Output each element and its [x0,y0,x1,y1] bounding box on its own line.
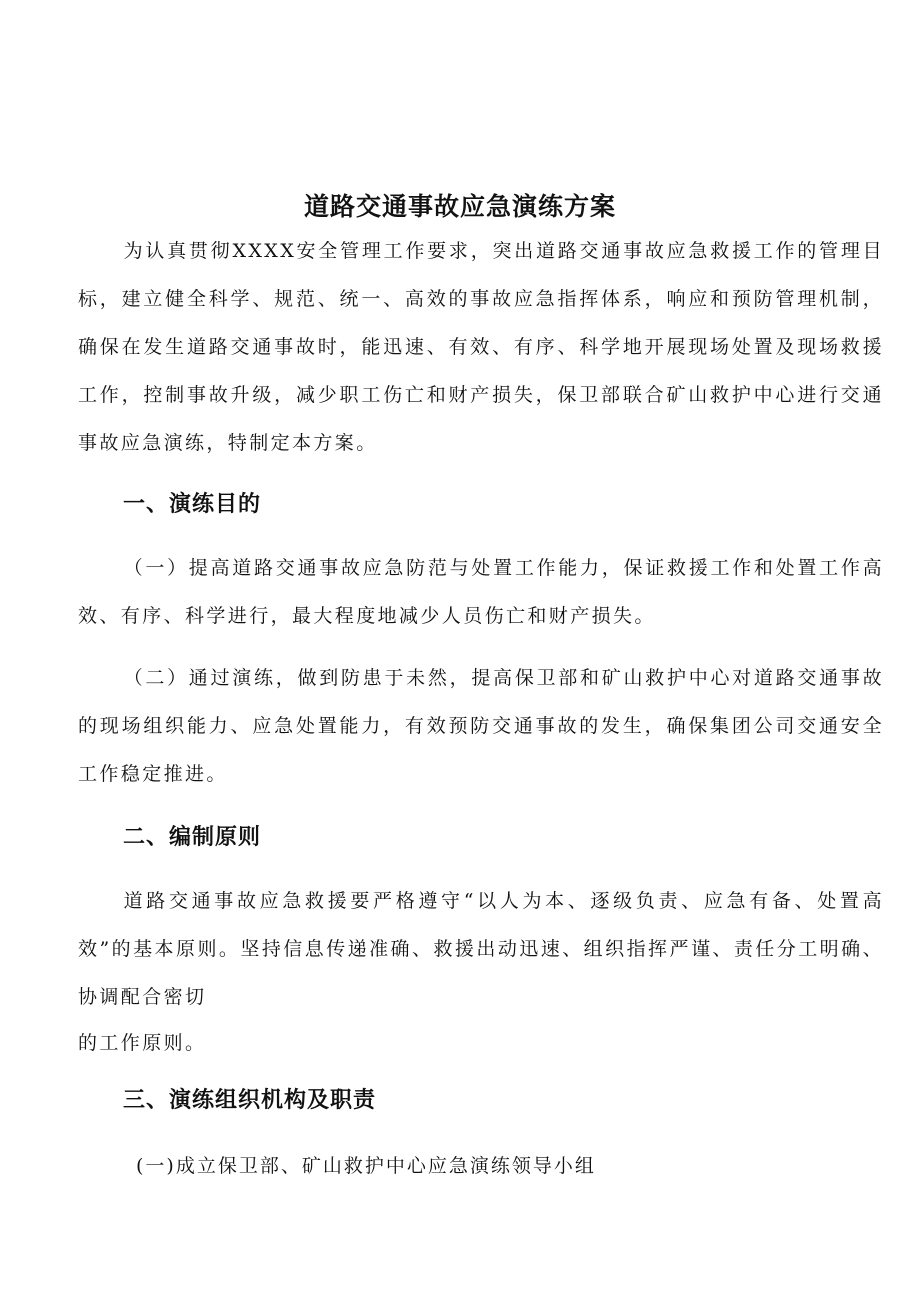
document-title: 道路交通事故应急演练方案 [303,191,616,221]
organization-item-1: (一)成立保卫部、矿山救护中心应急演练领导小组 [136,1155,596,1177]
purpose-item-2: （二）通过演练，做到防患于未然，提高保卫部和矿山救护中心对道路交通事故的现场组织能力、应急处置能力，有效预防交通事故的发生，确保集团公司交通安全工作稳定推进。 [78,667,884,785]
section-heading-principles: 二、编制原则 [123,825,262,850]
principles-paragraph: 道路交通事故应急救援要严格遵守“以人为本、逐级负责、应急有备、处置高效”的基本原则。坚持信息传递准确、救援出动迅速、组织指挥严谨、责任分工明确、协调配合密切 [78,890,884,1008]
intro-paragraph: 为认真贯彻XXXX安全管理工作要求，突出道路交通事故应急救援工作的管理目标，建立健全科学、规范、统一、高效的事故应急指挥体系，响应和预防管理机制，确保在发生道路交通事故时，能迅速、有效、有序、科学地开展现场处置及现场救援工作，控制事故升级，减少职工伤亡和财产损失，保卫部联合矿山救护中心进行交通事故应急演练，特制定本方案。 [78,240,884,454]
purpose-item-1: （一）提高道路交通事故应急防范与处置工作能力，保证救援工作和处置工作高效、有序、科学进行，最大程度地减少人员伤亡和财产损失。 [78,557,884,627]
principles-paragraph-continued: 的工作原则。 [78,1032,207,1054]
section-heading-purpose: 一、演练目的 [123,492,262,517]
section-heading-organization: 三、演练组织机构及职责 [123,1088,377,1113]
